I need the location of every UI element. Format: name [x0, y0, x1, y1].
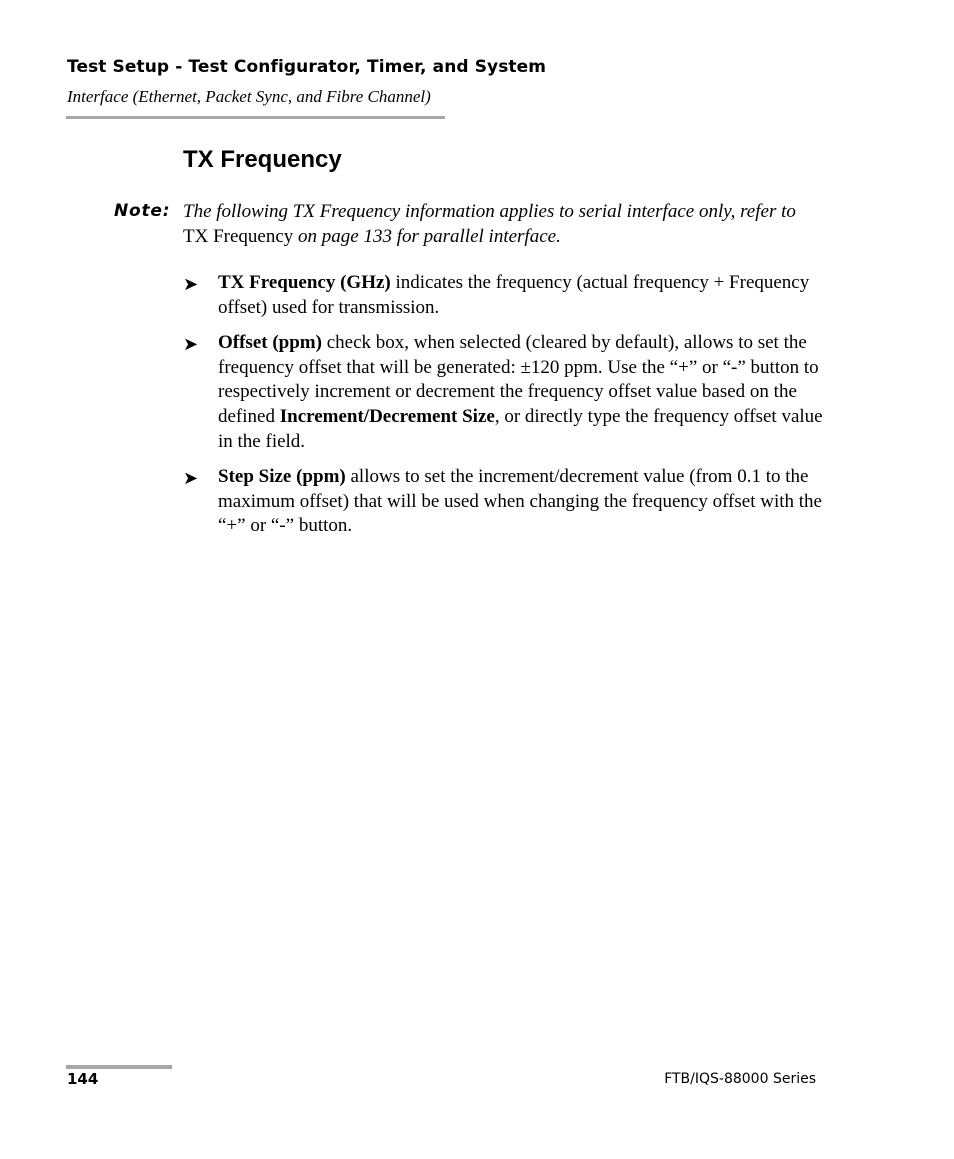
list-item: [183, 271, 828, 320]
note-text: [183, 199, 823, 249]
header-divider: [66, 116, 445, 119]
note-label: Note:: [114, 201, 171, 221]
bullet-list: [183, 271, 828, 550]
note-cross-reference: TX Frequency: [183, 226, 294, 247]
list-item: [183, 465, 828, 539]
arrowhead-bullet-icon: ➤: [183, 274, 199, 295]
running-header-subtitle: Interface (Ethernet, Packet Sync, and Fibre Channel): [67, 87, 431, 106]
arrowhead-bullet-icon: ➤: [183, 334, 199, 356]
description-offset-part-1: check box, when selected (cleared by default), allows to set the frequency offset that will be generated: ±120 ppm. Use the “+” or “-” button to respectively increment or decrement the frequency offset value based on the defined: [218, 332, 819, 427]
note-text-part-2: on page 133 for parallel interface.: [293, 226, 561, 247]
description-tx-frequency: indicates the frequency (actual frequency + Frequency offset) used for transmission.: [218, 272, 810, 318]
page-number: 144: [67, 1070, 99, 1088]
note-text-part-1: The following TX Frequency information applies to serial interface only, refer to: [183, 201, 796, 222]
running-header-title: Test Setup - Test Configurator, Timer, and System: [67, 57, 547, 77]
term-step-size: Step Size (ppm): [218, 466, 346, 488]
product-series: FTB/IQS-88000 Series: [664, 1071, 816, 1087]
term-offset: Offset (ppm): [218, 332, 322, 354]
description-offset-part-2: , or directly type the frequency offset value in the field.: [218, 405, 823, 452]
description-step-size: allows to set the increment/decrement value (from 0.1 to the maximum offset) that will be used when changing the frequency offset with the “+” or “-” button.: [218, 466, 822, 537]
term-tx-frequency: TX Frequency (GHz): [218, 272, 391, 293]
footer-divider: [66, 1065, 172, 1069]
section-title: TX Frequency: [183, 146, 342, 173]
term-increment-decrement-size: Increment/Decrement Size: [279, 405, 495, 427]
list-item: [183, 331, 828, 454]
arrowhead-bullet-icon: ➤: [183, 468, 199, 490]
